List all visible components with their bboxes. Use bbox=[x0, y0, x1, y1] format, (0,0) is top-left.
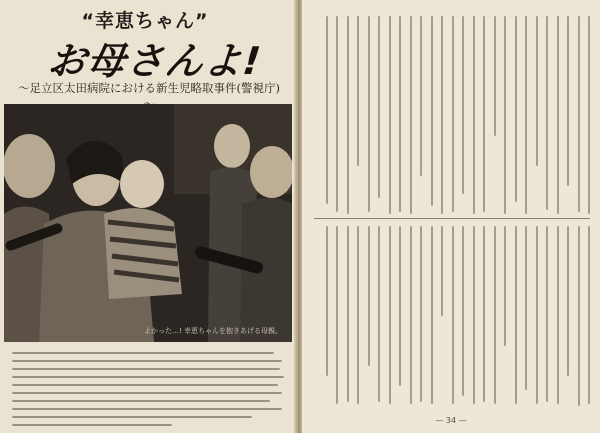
text-column bbox=[525, 226, 527, 390]
text-line bbox=[12, 416, 252, 418]
text-column bbox=[357, 16, 359, 166]
text-line bbox=[12, 384, 278, 386]
text-column bbox=[378, 226, 380, 402]
article-body-left bbox=[12, 352, 286, 432]
text-column bbox=[494, 226, 496, 404]
text-column bbox=[389, 226, 391, 404]
text-column bbox=[515, 226, 517, 404]
left-page bbox=[0, 0, 296, 433]
text-column bbox=[483, 226, 485, 402]
text-column bbox=[368, 226, 370, 366]
text-line bbox=[12, 424, 172, 426]
text-column bbox=[347, 226, 349, 402]
article-body-right bbox=[314, 16, 590, 406]
text-column bbox=[441, 226, 443, 316]
text-column bbox=[368, 16, 370, 212]
text-column bbox=[462, 16, 464, 194]
right-page bbox=[302, 0, 600, 433]
text-column bbox=[357, 226, 359, 404]
text-column bbox=[431, 226, 433, 404]
text-column bbox=[567, 16, 569, 186]
text-column bbox=[504, 226, 506, 346]
text-column bbox=[546, 16, 548, 210]
text-line bbox=[12, 408, 282, 410]
article-headline bbox=[0, 0, 296, 110]
text-line bbox=[12, 360, 282, 362]
text-column bbox=[588, 16, 590, 214]
text-column bbox=[557, 16, 559, 214]
text-column bbox=[578, 16, 580, 212]
column-divider bbox=[314, 218, 590, 219]
text-column bbox=[452, 16, 454, 212]
text-column bbox=[494, 16, 496, 136]
news-photo bbox=[4, 104, 292, 342]
text-column bbox=[399, 16, 401, 212]
text-column bbox=[557, 226, 559, 404]
text-column bbox=[567, 226, 569, 376]
text-column bbox=[347, 16, 349, 214]
text-line bbox=[12, 368, 280, 370]
text-column bbox=[452, 226, 454, 404]
photo-illustration bbox=[4, 104, 292, 342]
text-column bbox=[326, 226, 328, 376]
text-column bbox=[420, 226, 422, 402]
text-column bbox=[525, 16, 527, 214]
page-number: — 34 — bbox=[435, 416, 467, 425]
text-column bbox=[389, 16, 391, 214]
headline-subtitle: ～足立区太田病院における新生児略取事件(警視庁) bbox=[18, 81, 280, 95]
text-column bbox=[473, 226, 475, 404]
text-column bbox=[431, 16, 433, 206]
text-line bbox=[12, 400, 270, 402]
text-column bbox=[462, 226, 464, 396]
headline-title: お母さんよ! bbox=[45, 39, 264, 83]
text-column bbox=[410, 16, 412, 214]
text-column bbox=[578, 226, 580, 406]
text-column bbox=[536, 226, 538, 404]
text-column bbox=[515, 16, 517, 202]
text-column bbox=[546, 226, 548, 402]
photo-caption: よかった…! 幸恵ちゃんを抱きあげる母親。 bbox=[143, 327, 282, 335]
text-column bbox=[588, 226, 590, 404]
text-line bbox=[12, 376, 284, 378]
text-column bbox=[441, 16, 443, 214]
text-column bbox=[336, 16, 338, 212]
text-column bbox=[410, 226, 412, 404]
text-column bbox=[504, 16, 506, 214]
text-column bbox=[473, 16, 475, 214]
text-column bbox=[536, 16, 538, 166]
text-column bbox=[326, 16, 328, 204]
text-column bbox=[399, 226, 401, 386]
text-column bbox=[420, 16, 422, 176]
headline-kicker: “幸恵ちゃん” bbox=[81, 10, 209, 32]
text-column bbox=[378, 16, 380, 198]
text-column bbox=[483, 16, 485, 212]
text-line bbox=[12, 392, 282, 394]
text-line bbox=[12, 352, 274, 354]
text-column bbox=[336, 226, 338, 404]
